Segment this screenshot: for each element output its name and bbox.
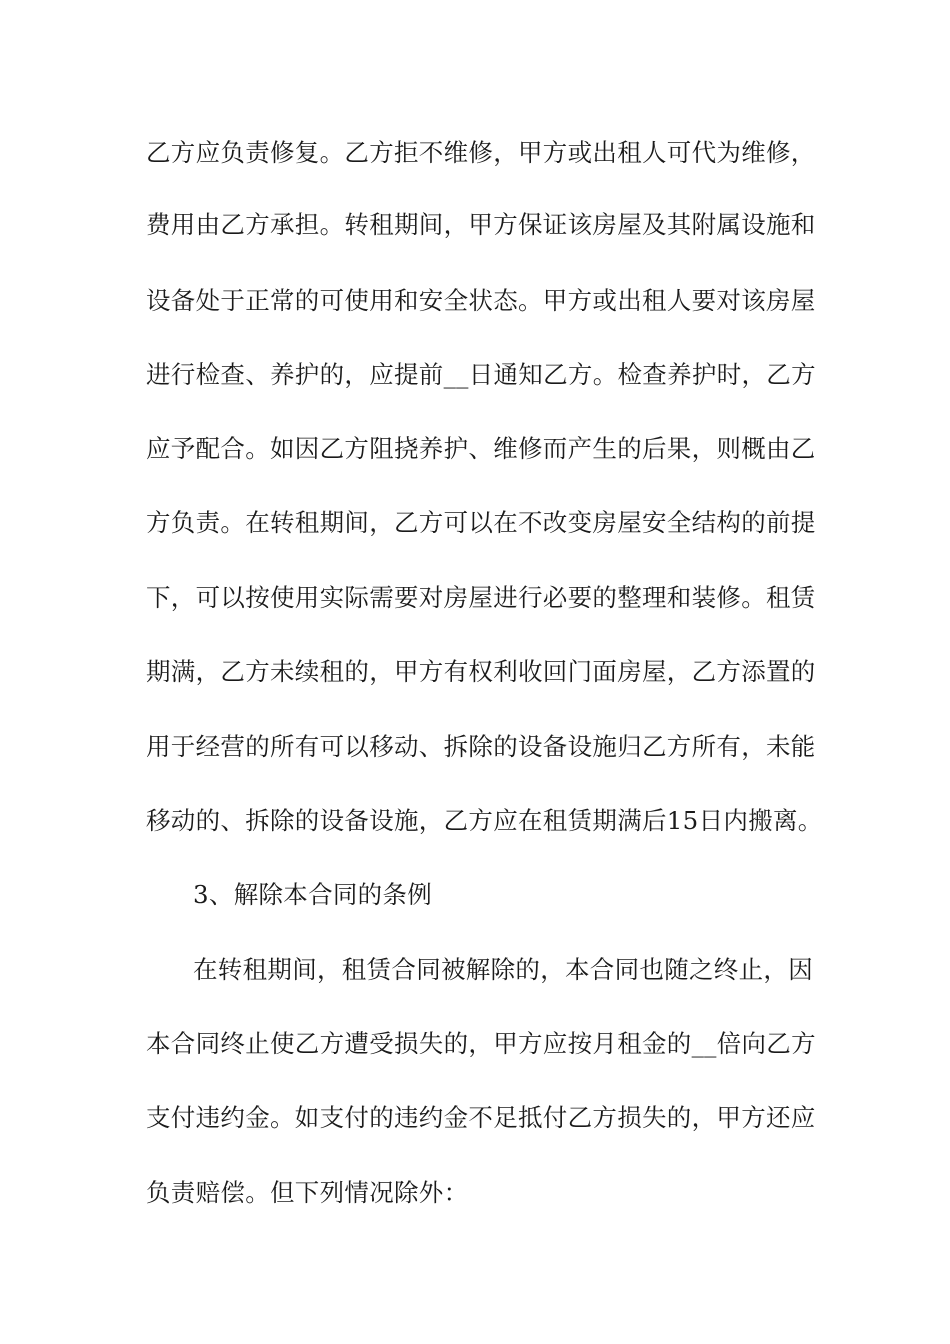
paragraph-line: 期满，乙方未续租的，甲方有权利收回门面房屋，乙方添置的 (146, 657, 816, 686)
paragraph-line: 进行检查、养护的，应提前__日通知乙方。检查养护时，乙方 (146, 360, 816, 389)
paragraph-line: 应予配合。如因乙方阻挠养护、维修而产生的后果，则概由乙 (146, 434, 816, 463)
paragraph-line: 设备处于正常的可使用和安全状态。甲方或出租人要对该房屋 (146, 286, 816, 315)
paragraph-line: 支付违约金。如支付的违约金不足抵付乙方损失的，甲方还应 (146, 1103, 816, 1132)
paragraph-line: 方负责。在转租期间，乙方可以在不改变房屋安全结构的前提 (146, 508, 816, 537)
paragraph-line: 用于经营的所有可以移动、拆除的设备设施归乙方所有，未能 (146, 732, 816, 761)
paragraph-line: 移动的、拆除的设备设施，乙方应在租赁期满后15日内搬离。 (146, 806, 823, 835)
paragraph-line: 本合同终止使乙方遭受损失的，甲方应按月租金的__倍向乙方 (146, 1029, 816, 1058)
paragraph-line: 费用由乙方承担。转租期间，甲方保证该房屋及其附属设施和 (146, 210, 816, 239)
paragraph-line: 下，可以按使用实际需要对房屋进行必要的整理和装修。租赁 (146, 583, 816, 612)
paragraph-line: 负责赔偿。但下列情况除外： (146, 1178, 469, 1207)
paragraph-line: 在转租期间，租赁合同被解除的，本合同也随之终止，因 (193, 955, 813, 984)
section-heading: 3、解除本合同的条例 (193, 880, 433, 909)
paragraph-line: 乙方应负责修复。乙方拒不维修，甲方或出租人可代为维修， (146, 138, 816, 167)
